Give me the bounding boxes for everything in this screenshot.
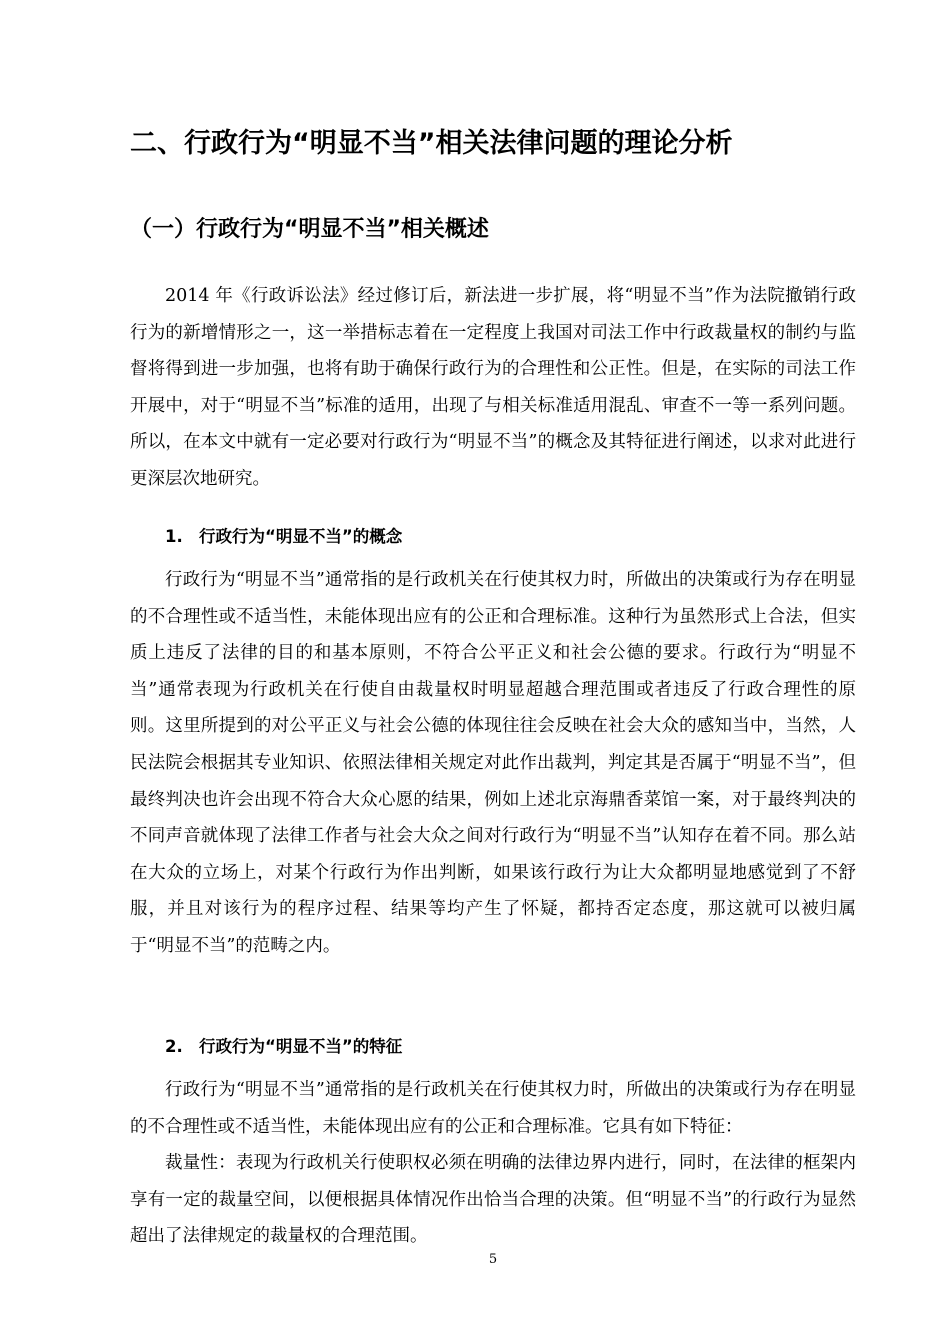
subsection-number: 1. xyxy=(165,527,183,546)
chapter-heading: 二、行政行为“明显不当”相关法律问题的理论分析 xyxy=(130,128,733,159)
features-paragraph: 行政行为“明显不当”通常指的是行政机关在行使其权力时，所做出的决策或行为存在明显的不合理性或不适当性，未能体现出应有的公正和合理标准。它具有如下特征： xyxy=(130,1080,856,1137)
subsection-number: 2. xyxy=(165,1037,183,1056)
page-number: 5 xyxy=(488,1252,498,1267)
intro-paragraph: 2014 年《行政诉讼法》经过修订后，新法进一步扩展，将“明显不当”作为法院撤销行政行为的新增情形之一，这一举措标志着在一定程度上我国对司法工作中行政裁量权的制约与监督将得到进一步加强，也将有助于确保行政行为的合理性和公正性。但是，在实际的司法工作开展中，对于“明显不当”标准的适用，出现了与相关标准适用混乱、审查不一等一系列问题。所以，在本文中就有一定必要对行政行为“明显不当”的概念及其特征进行阐述，以求对此进行更深层次地研究。 xyxy=(130,286,856,489)
subsection-title: 行政行为“明显不当”的特征 xyxy=(199,1037,403,1056)
subsection-title: 行政行为“明显不当”的概念 xyxy=(199,527,403,546)
discretion-paragraph: 裁量性：表现为行政机关行使职权必须在明确的法律边界内进行，同时，在法律的框架内享有一定的裁量空间，以便根据具体情况作出恰当合理的决策。但“明显不当”的行政行为显然超出了法律规定的裁量权的合理范围。 xyxy=(130,1153,856,1247)
subsection-heading-1 xyxy=(165,523,865,551)
subsection-heading-2 xyxy=(165,1033,865,1061)
concept-paragraph: 行政行为“明显不当”通常指的是行政机关在行使其权力时，所做出的决策或行为存在明显的不合理性或不适当性，未能体现出应有的公正和合理标准。这种行为虽然形式上合法，但实质上违反了法律的目的和基本原则，不符合公平正义和社会公德的要求。行政行为“明显不当”通常表现为行政机关在行使自由裁量权时明显超越合理范围或者违反了行政合理性的原则。这里所提到的对公平正义与社会公德的体现往往会反映在社会大众的感知当中，当然，人民法院会根据其专业知识、依照法律相关规定对此作出裁判，判定其是否属于“明显不当”，但最终判决也许会出现不符合大众心愿的结果，例如上述北京海鼎香菜馆一案，对于最终判决的不同声音就体现了法律工作者与社会大众之间对行政行为“明显不当”认知存在着不同。那么站在大众的立场上，对某个行政行为作出判断，如果该行政行为让大众都明显地感觉到了不舒服，并且对该行为的程序过程、结果等均产生了怀疑，都持否定态度，那这就可以被归属于“明显不当”的范畴之内。 xyxy=(130,570,856,956)
section-heading: （一）行政行为“明显不当”相关概述 xyxy=(130,217,489,242)
